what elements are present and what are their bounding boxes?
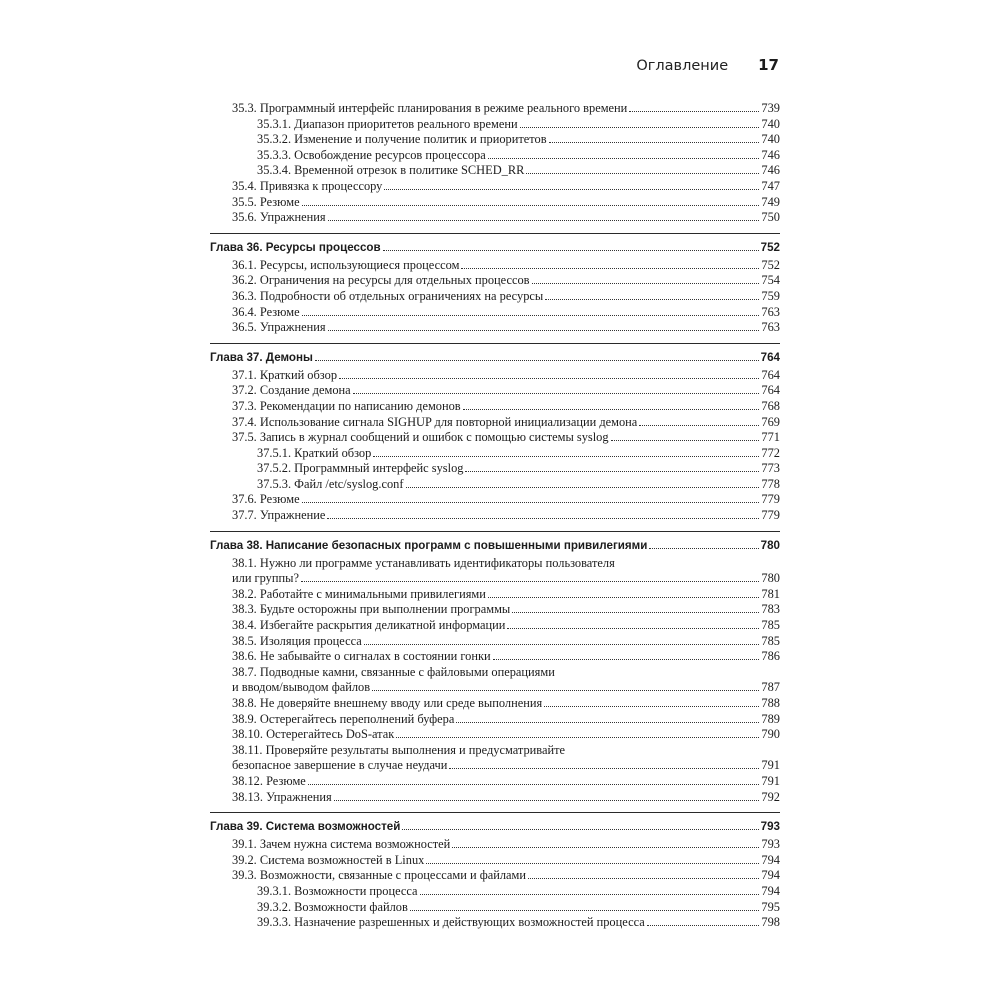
toc-entry-text: 38.13. Упражнения bbox=[232, 789, 332, 804]
toc-leader-dots bbox=[406, 487, 760, 488]
toc-entry-page: 780 bbox=[761, 571, 780, 586]
toc-chapter-block bbox=[210, 101, 780, 226]
toc-entry[interactable] bbox=[210, 101, 780, 117]
toc-entry-text: 37.6. Резюме bbox=[232, 492, 300, 507]
toc-entry-text-continued: или группы? bbox=[232, 571, 299, 586]
toc-entry-page: 779 bbox=[761, 508, 780, 523]
toc-entry[interactable] bbox=[210, 868, 780, 884]
toc-entry-text: 37.3. Рекомендации по написанию демонов bbox=[232, 398, 461, 413]
toc-leader-dots bbox=[463, 409, 760, 410]
toc-entry-text: 35.3.2. Изменение и получение политик и приоритетов bbox=[257, 132, 547, 147]
toc-leader-dots bbox=[328, 330, 760, 331]
toc-leader-dots bbox=[528, 878, 759, 879]
toc-leader-dots bbox=[327, 518, 759, 519]
toc-leader-dots bbox=[420, 894, 760, 895]
toc-entry-text: 37.5.1. Краткий обзор bbox=[257, 445, 372, 460]
toc-leader-dots bbox=[461, 268, 759, 269]
toc-entry[interactable] bbox=[210, 415, 780, 431]
toc-entry[interactable] bbox=[210, 587, 780, 603]
toc-leader-dots bbox=[302, 315, 760, 316]
toc-entry-text: 35.3.3. Освобождение ресурсов процессора bbox=[257, 147, 486, 162]
toc-leader-dots bbox=[488, 597, 760, 598]
toc-entry-text: 35.6. Упражнения bbox=[232, 210, 326, 225]
toc-entry[interactable] bbox=[210, 399, 780, 415]
toc-leader-dots bbox=[532, 283, 760, 284]
toc-leader-dots bbox=[426, 863, 759, 864]
toc-chapter-heading[interactable] bbox=[210, 816, 780, 837]
toc-chapter-title: Глава 37. Демоны bbox=[210, 350, 313, 364]
toc-leader-dots bbox=[520, 127, 760, 128]
toc-leader-dots bbox=[302, 205, 760, 206]
toc-leader-dots bbox=[493, 659, 760, 660]
toc-leader-dots bbox=[549, 142, 760, 143]
toc-entry[interactable] bbox=[210, 210, 780, 226]
toc-chapter-heading[interactable] bbox=[210, 237, 780, 258]
toc-entry-continuation[interactable] bbox=[210, 571, 780, 587]
toc-entry-text: 36.3. Подробности об отдельных ограничениях на ресурсы bbox=[232, 288, 544, 303]
toc-entry-page: 764 bbox=[761, 383, 780, 398]
toc-leader-dots bbox=[452, 847, 759, 848]
toc-entry-continuation[interactable] bbox=[210, 680, 780, 696]
toc-entry-page: 764 bbox=[761, 367, 780, 382]
toc-chapter-page: 764 bbox=[760, 350, 780, 364]
toc-entry[interactable] bbox=[210, 556, 780, 572]
toc-chapter-heading[interactable] bbox=[210, 347, 780, 368]
toc-entry[interactable] bbox=[210, 618, 780, 634]
toc-entry[interactable] bbox=[210, 665, 780, 681]
toc-entry-page: 771 bbox=[761, 430, 780, 445]
toc-chapter-title: Глава 38. Написание безопасных программ с повышенными привилегиями bbox=[210, 538, 648, 552]
toc-entry[interactable] bbox=[210, 743, 780, 759]
toc-entry[interactable] bbox=[210, 884, 780, 900]
toc-entry[interactable] bbox=[210, 634, 780, 650]
toc-entry[interactable] bbox=[210, 258, 780, 274]
toc-chapter-title: Глава 39. Система возможностей bbox=[210, 820, 401, 834]
toc-entry-page: 746 bbox=[761, 147, 780, 162]
toc-leader-dots bbox=[488, 158, 760, 159]
toc-entry[interactable] bbox=[210, 195, 780, 211]
toc-entry-page: 794 bbox=[761, 852, 780, 867]
toc-entry[interactable] bbox=[210, 696, 780, 712]
toc-entry-page: 754 bbox=[761, 273, 780, 288]
toc-entry[interactable] bbox=[210, 900, 780, 916]
toc-entry-page: 740 bbox=[761, 132, 780, 147]
toc-chapter-heading[interactable] bbox=[210, 535, 780, 556]
toc-entry-page: 791 bbox=[761, 758, 780, 773]
running-header-title: Оглавление bbox=[636, 58, 729, 74]
toc-entry[interactable] bbox=[210, 289, 780, 305]
toc-entry[interactable] bbox=[210, 430, 780, 446]
toc-chapter-title: Глава 36. Ресурсы процессов bbox=[210, 240, 381, 254]
toc-leader-dots bbox=[334, 800, 760, 801]
toc-entry[interactable] bbox=[210, 508, 780, 524]
toc-entry[interactable] bbox=[210, 915, 780, 931]
toc-chapter-block bbox=[210, 343, 780, 524]
toc-entry[interactable] bbox=[210, 273, 780, 289]
toc-chapter-page: 793 bbox=[760, 820, 780, 834]
toc-entry-text: 38.5. Изоляция процесса bbox=[232, 633, 362, 648]
toc-entry[interactable] bbox=[210, 179, 780, 195]
toc-leader-dots bbox=[364, 644, 760, 645]
toc-leader-dots bbox=[315, 360, 759, 361]
toc-entry-text: 39.3.1. Возможности процесса bbox=[257, 883, 418, 898]
toc-entry-text: 38.6. Не забывайте о сигналах в состоянии гонки bbox=[232, 649, 491, 664]
toc-entry[interactable] bbox=[210, 649, 780, 665]
toc-entry-page: 794 bbox=[761, 868, 780, 883]
toc-leader-dots bbox=[353, 393, 760, 394]
toc-entry-page: 788 bbox=[761, 696, 780, 710]
toc-entry-continuation[interactable] bbox=[210, 758, 780, 774]
toc-chapter-page: 752 bbox=[760, 240, 780, 254]
toc-leader-dots bbox=[507, 628, 759, 629]
toc-leader-dots bbox=[649, 548, 758, 549]
toc-entry[interactable] bbox=[210, 853, 780, 869]
toc-entry-text: 39.2. Система возможностей в Linux bbox=[232, 852, 425, 867]
toc-leader-dots bbox=[545, 299, 759, 300]
toc-entry-text: 37.7. Упражнение bbox=[232, 508, 326, 523]
toc-chapter-block bbox=[210, 531, 780, 806]
toc-entry-page: 798 bbox=[761, 915, 780, 930]
toc-entry-page: 789 bbox=[761, 711, 780, 726]
toc-entry[interactable] bbox=[210, 368, 780, 384]
toc-entry-text: 39.3. Возможности, связанные с процессами и файлами bbox=[232, 868, 527, 883]
toc-entry-page: 773 bbox=[761, 461, 780, 476]
toc-entry-page: 759 bbox=[761, 288, 780, 303]
toc-entry-text: 36.2. Ограничения на ресурсы для отдельных процессов bbox=[232, 273, 530, 288]
toc-entry-page: 783 bbox=[761, 602, 780, 617]
toc-entry[interactable] bbox=[210, 320, 780, 336]
toc-leader-dots bbox=[308, 784, 760, 785]
toc-entry-text: 38.4. Избегайте раскрытия деликатной информации bbox=[232, 618, 506, 633]
toc-entry-page: 785 bbox=[761, 618, 780, 633]
toc-entry-text-continued: безопасное завершение в случае неудачи bbox=[232, 758, 448, 773]
toc-entry-page: 786 bbox=[761, 649, 780, 664]
toc-leader-dots bbox=[629, 111, 759, 112]
toc-entry[interactable] bbox=[210, 727, 780, 743]
toc-leader-dots bbox=[373, 456, 759, 457]
toc-leader-dots bbox=[301, 581, 759, 582]
toc-entry-page: 769 bbox=[761, 414, 780, 429]
toc-entry[interactable] bbox=[210, 774, 780, 790]
toc-entry-text: 37.5. Запись в журнал сообщений и ошибок с помощью системы syslog bbox=[232, 430, 609, 445]
toc-entry-text: 35.3.1. Диапазон приоритетов реального времени bbox=[257, 116, 518, 131]
toc-entry-page: 794 bbox=[761, 883, 780, 898]
toc-entry[interactable] bbox=[210, 712, 780, 728]
toc-chapter-block bbox=[210, 812, 780, 931]
toc-entry[interactable] bbox=[210, 383, 780, 399]
toc-leader-dots bbox=[410, 910, 760, 911]
toc-entry-text: 39.3.2. Возможности файлов bbox=[257, 899, 408, 914]
toc-entry-page: 795 bbox=[761, 899, 780, 914]
toc-entry-page: 787 bbox=[761, 680, 780, 695]
toc-entry-text: 39.3.3. Назначение разрешенных и действующих возможностей процесса bbox=[257, 915, 645, 930]
toc-entry[interactable] bbox=[210, 837, 780, 853]
toc-entry-page: 781 bbox=[761, 586, 780, 601]
toc-leader-dots bbox=[396, 737, 759, 738]
toc-entry[interactable] bbox=[210, 148, 780, 164]
toc-entry-page: 790 bbox=[761, 727, 780, 742]
toc-entry-page: 793 bbox=[761, 837, 780, 852]
toc-entry-page: 791 bbox=[761, 773, 780, 788]
toc-leader-dots bbox=[526, 173, 759, 174]
toc-entry-page: 792 bbox=[761, 789, 780, 804]
toc-entry-page: 750 bbox=[761, 210, 780, 225]
toc-entry-page: 740 bbox=[761, 116, 780, 131]
toc-entry-text: 38.8. Не доверяйте внешнему вводу или среде выполнения bbox=[232, 696, 543, 710]
toc-entry-page: 772 bbox=[761, 445, 780, 460]
toc-entry[interactable] bbox=[210, 163, 780, 179]
toc-entry-page: 749 bbox=[761, 194, 780, 209]
toc-leader-dots bbox=[465, 471, 759, 472]
toc-leader-dots bbox=[611, 440, 760, 441]
toc-leader-dots bbox=[449, 768, 759, 769]
toc-entry-text: 36.5. Упражнения bbox=[232, 320, 326, 335]
toc-entry-text: 35.3.4. Временной отрезок в политике SCHED_RR bbox=[257, 163, 525, 178]
toc-entry-page: 752 bbox=[761, 257, 780, 272]
toc-leader-dots bbox=[647, 925, 760, 926]
toc-entry-page: 747 bbox=[761, 178, 780, 193]
toc-entry-text: 37.1. Краткий обзор bbox=[232, 367, 338, 382]
toc-entry-text: 38.1. Нужно ли программе устанавливать идентификаторы пользователя bbox=[232, 555, 615, 570]
toc-leader-dots bbox=[544, 706, 759, 707]
toc-leader-dots bbox=[328, 220, 760, 221]
toc-chapter-page: 780 bbox=[760, 538, 780, 552]
toc-entry[interactable] bbox=[210, 477, 780, 493]
toc-leader-dots bbox=[456, 722, 759, 723]
toc-entry-text: 37.4. Использование сигнала SIGHUP для повторной инициализации демона bbox=[232, 414, 638, 429]
toc-entry-text: 37.5.2. Программный интерфейс syslog bbox=[257, 461, 464, 476]
toc-entry-text: 36.4. Резюме bbox=[232, 304, 300, 319]
toc-entry-page: 779 bbox=[761, 492, 780, 507]
toc-entry-text: 38.2. Работайте с минимальными привилегиями bbox=[232, 586, 486, 601]
toc-entry-text: 35.4. Привязка к процессору bbox=[232, 178, 383, 193]
toc-entry-text: 38.10. Остерегайтесь DoS-атак bbox=[232, 727, 395, 742]
running-header bbox=[636, 56, 779, 74]
page-number: 17 bbox=[758, 56, 779, 74]
toc-chapter-block bbox=[210, 233, 780, 336]
toc-entry-page: 746 bbox=[761, 163, 780, 178]
toc-entry-page: 768 bbox=[761, 398, 780, 413]
table-of-contents bbox=[210, 101, 780, 931]
toc-entry-page: 763 bbox=[761, 320, 780, 335]
toc-entry-text-continued: и вводом/выводом файлов bbox=[232, 680, 371, 695]
toc-leader-dots bbox=[383, 250, 759, 251]
toc-leader-dots bbox=[302, 502, 760, 503]
toc-entry[interactable] bbox=[210, 132, 780, 148]
toc-entry[interactable] bbox=[210, 305, 780, 321]
toc-entry-page: 778 bbox=[761, 476, 780, 491]
toc-entry-text: 35.3. Программный интерфейс планирования в режиме реального времени bbox=[232, 101, 628, 115]
toc-entry-text: 38.11. Проверяйте результаты выполнения и предусматривайте bbox=[232, 742, 566, 757]
toc-leader-dots bbox=[372, 690, 759, 691]
toc-entry-text: 37.5.3. Файл /etc/syslog.conf bbox=[257, 476, 404, 491]
toc-entry[interactable] bbox=[210, 602, 780, 618]
toc-leader-dots bbox=[512, 612, 759, 613]
toc-entry-text: 36.1. Ресурсы, использующиеся процессом bbox=[232, 257, 460, 272]
toc-entry-text: 38.3. Будьте осторожны при выполнении программы bbox=[232, 602, 511, 617]
toc-leader-dots bbox=[384, 189, 759, 190]
toc-entry[interactable] bbox=[210, 790, 780, 806]
toc-leader-dots bbox=[639, 425, 759, 426]
toc-entry-text: 35.5. Резюме bbox=[232, 194, 300, 209]
toc-leader-dots bbox=[402, 829, 758, 830]
toc-entry[interactable] bbox=[210, 461, 780, 477]
toc-entry-page: 763 bbox=[761, 304, 780, 319]
toc-leader-dots bbox=[339, 378, 759, 379]
toc-entry-text: 37.2. Создание демона bbox=[232, 383, 351, 398]
toc-entry-text: 38.7. Подводные камни, связанные с файловыми операциями bbox=[232, 664, 555, 679]
toc-entry-page: 739 bbox=[761, 101, 780, 115]
toc-entry[interactable] bbox=[210, 446, 780, 462]
toc-entry-text: 39.1. Зачем нужна система возможностей bbox=[232, 837, 451, 852]
toc-entry-page: 785 bbox=[761, 633, 780, 648]
toc-entry[interactable] bbox=[210, 117, 780, 133]
toc-entry[interactable] bbox=[210, 492, 780, 508]
toc-entry-text: 38.12. Резюме bbox=[232, 773, 306, 788]
toc-entry-text: 38.9. Остерегайтесь переполнений буфера bbox=[232, 711, 455, 726]
